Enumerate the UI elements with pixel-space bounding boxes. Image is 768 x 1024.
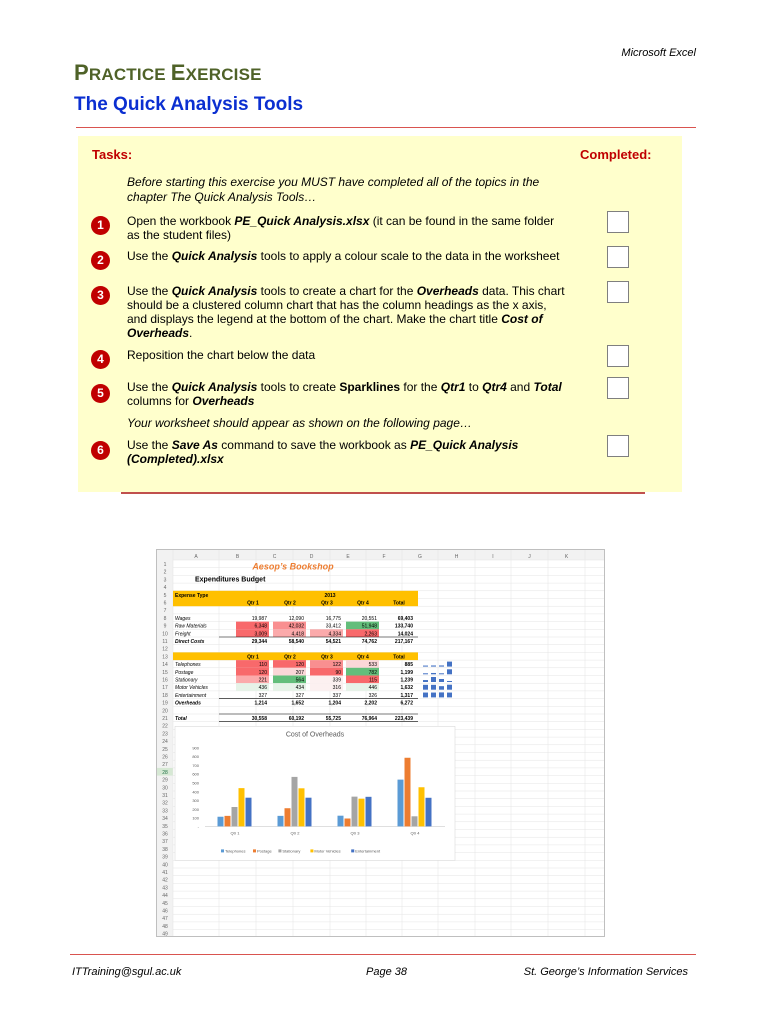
- step-number-3: 3: [91, 286, 110, 305]
- chart-title: Cost of Overheads: [285, 731, 345, 739]
- sparkline-bar: [431, 685, 436, 690]
- chart-bar-entertainment: [306, 798, 312, 827]
- direct-value: 12,090: [288, 615, 304, 622]
- direct-value: 54,521: [325, 639, 341, 645]
- row-number: 28: [162, 769, 168, 776]
- row-number: 43: [162, 885, 168, 892]
- row-number: 41: [162, 870, 168, 876]
- row-number: 11: [162, 639, 168, 645]
- row-number: 3: [163, 577, 167, 584]
- step-number-1: 1: [91, 216, 110, 235]
- chart-bar-entertainment: [426, 798, 432, 827]
- overhead-value: 564: [295, 677, 304, 684]
- overhead-value: 339: [332, 677, 341, 684]
- chart-y-tick: 900: [192, 745, 199, 751]
- chart-y-tick: 800: [192, 754, 199, 760]
- overhead-value: 782: [368, 669, 377, 676]
- row-number: 22: [162, 723, 168, 730]
- chart-legend-label: Telephones: [225, 848, 246, 854]
- chart-bar-motor-vehicles: [419, 787, 425, 826]
- chart-y-tick: 200: [192, 806, 199, 812]
- row-number: 48: [162, 923, 168, 930]
- sparkline-bar: [439, 665, 444, 666]
- chart-bar-telephones: [218, 817, 224, 827]
- header-app-name: Microsoft Excel: [621, 47, 696, 59]
- overhead-value: 1,204: [328, 700, 341, 707]
- overhead-value: 436: [258, 685, 267, 692]
- overhead-value: 1,317: [400, 692, 413, 699]
- sparkline-bar: [439, 692, 444, 697]
- row-number: 4: [163, 585, 167, 592]
- row-number: 17: [162, 685, 168, 692]
- completed-checkbox-1[interactable]: [607, 211, 629, 233]
- chart-area: [175, 726, 455, 860]
- overhead-value: 434: [295, 685, 304, 692]
- step-number-5: 5: [91, 384, 110, 403]
- overhead-value: 6,272: [400, 700, 413, 707]
- chart-legend-swatch: [221, 849, 224, 852]
- title-part-1: RACTICE: [88, 65, 171, 84]
- completed-checkbox-4[interactable]: [607, 345, 629, 367]
- overhead-value: 533: [368, 662, 377, 669]
- overhead-value: 122: [332, 662, 341, 669]
- row-number: 16: [162, 677, 168, 684]
- step-number-2: 2: [91, 251, 110, 270]
- row-number: 39: [162, 854, 168, 861]
- sparkline-bar: [447, 662, 452, 667]
- direct-label-1: Raw Materials: [175, 623, 207, 630]
- row-number: 23: [162, 731, 168, 738]
- direct-value: 16,775: [325, 615, 341, 622]
- oh-header-0: Qtr 1: [247, 654, 259, 661]
- header-0: Qtr 1: [247, 600, 259, 607]
- row-number: 34: [162, 816, 168, 823]
- total-value: 60,192: [288, 716, 304, 722]
- row-number: 37: [162, 839, 168, 846]
- chart-bar-motor-vehicles: [299, 788, 305, 826]
- overhead-value: 1,214: [254, 700, 267, 707]
- oh-header-4: Total: [393, 654, 405, 661]
- chart-bar-entertainment: [246, 798, 252, 827]
- step-text-2: Use the Quick Analysis tools to apply a colour scale to the data in the worksheet: [127, 249, 560, 263]
- completed-checkbox-2[interactable]: [607, 246, 629, 268]
- chart-y-tick: -: [197, 824, 199, 830]
- overhead-value: 337: [332, 692, 341, 699]
- column-header-I: I: [492, 554, 494, 560]
- direct-value: 133,740: [394, 623, 413, 630]
- row-number: 19: [162, 700, 168, 707]
- chart-x-tick: Qtr 4: [410, 830, 420, 836]
- row-number: 6: [163, 600, 167, 607]
- total-value: 76,964: [361, 716, 377, 722]
- sparkline-bar: [431, 665, 436, 666]
- overhead-value: 326: [368, 692, 377, 699]
- row-number: 26: [162, 754, 168, 761]
- chart-legend-swatch: [310, 849, 313, 852]
- step-text-3: Use the Quick Analysis tools to create a chart for the Overheads data. This chart should be a clustered column chart that has the column headings as the x axis, and displays the legend at the bottom of the chart. Make the chart title Cost of Overheads.: [127, 284, 565, 340]
- title-initial-1: P: [74, 60, 89, 85]
- row-number: 18: [162, 692, 168, 699]
- overhead-value: 327: [295, 692, 304, 699]
- row-number: 8: [163, 615, 167, 622]
- sheet-subtitle: Expenditures Budget: [195, 576, 266, 584]
- sparkline-bar: [423, 693, 428, 698]
- overhead-value: 316: [332, 685, 341, 692]
- row-number: 45: [162, 900, 168, 907]
- overhead-value: 327: [258, 692, 267, 699]
- step-text-1: Open the workbook PE_Quick Analysis.xlsx (it can be found in the same folder as the student files): [127, 214, 555, 242]
- direct-value: 29,344: [251, 639, 267, 645]
- header-2: Qtr 3: [321, 600, 333, 607]
- direct-value: 2,263: [364, 631, 377, 638]
- column-header-K: K: [564, 554, 569, 560]
- chart-legend-swatch: [278, 849, 281, 852]
- row-number: 31: [162, 793, 168, 799]
- oh-header-3: Qtr 4: [357, 654, 369, 661]
- column-header-J: J: [528, 554, 531, 560]
- row-number: 1: [163, 562, 167, 568]
- row-number: 12: [162, 646, 168, 653]
- chart-bar-stationary: [412, 816, 418, 826]
- chart-bar-entertainment: [366, 797, 372, 827]
- overhead-label-5: Overheads: [175, 700, 201, 707]
- step-number-6: 6: [91, 441, 110, 460]
- sparkline-bar: [447, 669, 452, 674]
- row-number: 13: [162, 654, 168, 661]
- overhead-value: 120: [295, 662, 304, 669]
- oh-header-2: Qtr 3: [321, 654, 333, 661]
- sparkline-bar: [431, 677, 436, 682]
- total-value: 55,725: [325, 716, 341, 722]
- column-header-D: D: [309, 554, 314, 560]
- direct-value: 14,024: [397, 631, 413, 638]
- row-number: 24: [162, 739, 168, 746]
- row-number: 15: [162, 669, 168, 676]
- direct-value: 20,551: [361, 615, 377, 622]
- sparkline-bar: [447, 693, 452, 698]
- column-header-B: B: [235, 554, 240, 560]
- direct-value: 4,334: [328, 631, 341, 638]
- overhead-value: 885: [404, 662, 413, 669]
- chart-x-tick: Qtr 3: [350, 830, 360, 836]
- sheet-title: Aesop’s Bookshop: [252, 561, 334, 572]
- top-divider: [76, 127, 696, 128]
- sparkline-bar: [447, 681, 452, 682]
- chart-bar-stationary: [292, 777, 298, 827]
- chart-legend-label: Postage: [257, 848, 272, 854]
- row-number: 20: [162, 708, 168, 715]
- sparkline-bar: [423, 680, 428, 682]
- direct-value: 74,762: [361, 639, 377, 645]
- direct-label-0: Wages: [175, 615, 191, 622]
- chart-bar-postage: [345, 819, 351, 827]
- row-number: 30: [162, 785, 168, 792]
- sparkline-bar: [439, 686, 444, 690]
- chart-bar-postage: [405, 758, 411, 827]
- direct-value: 3,009: [254, 631, 267, 638]
- title-initial-2: E: [170, 60, 186, 85]
- direct-value: 42,032: [288, 623, 304, 630]
- year-label: 2013: [324, 592, 336, 599]
- overhead-value: 115: [369, 677, 377, 684]
- row-number: 2: [163, 569, 167, 576]
- chart-legend-swatch: [351, 849, 354, 852]
- row-number: 25: [162, 746, 168, 753]
- oh-header-1: Qtr 2: [284, 654, 296, 661]
- column-header-H: H: [454, 554, 459, 560]
- page-subtitle: The Quick Analysis Tools: [74, 94, 304, 115]
- sparkline-bar: [423, 666, 428, 667]
- sparkline-bar: [439, 673, 444, 674]
- row-number: 27: [162, 762, 168, 769]
- direct-label-3: Direct Costs: [175, 639, 205, 645]
- chart-legend-label: Motor Vehicles: [314, 848, 341, 854]
- chart-y-tick: 300: [192, 798, 199, 804]
- overhead-value: 90: [335, 669, 341, 676]
- step-number-4: 4: [91, 350, 110, 369]
- row-number: 46: [162, 908, 168, 915]
- chart-bar-telephones: [338, 816, 344, 827]
- overhead-value: 2,202: [364, 700, 377, 707]
- worksheet-grid: [157, 550, 604, 936]
- row-number: 47: [162, 916, 168, 923]
- title-part-2: XERCISE: [185, 65, 262, 84]
- completed-checkbox-5[interactable]: [607, 377, 629, 399]
- row-number: 7: [163, 608, 167, 615]
- direct-value: 51,948: [361, 623, 377, 630]
- header-1: Qtr 2: [284, 600, 296, 607]
- column-header-G: G: [418, 554, 422, 560]
- column-header-A: A: [194, 554, 198, 560]
- sparkline-bar: [439, 679, 444, 682]
- row-number: 14: [162, 662, 168, 669]
- sparkline-bar: [431, 673, 436, 674]
- page-title: [74, 60, 262, 86]
- header-3: Qtr 4: [357, 600, 369, 607]
- overhead-value: 120: [258, 669, 267, 676]
- column-header-E: E: [346, 554, 350, 560]
- chart-bar-stationary: [352, 797, 358, 827]
- direct-value: 33,412: [325, 623, 341, 630]
- chart-y-tick: 500: [192, 780, 199, 786]
- overhead-value: 207: [295, 669, 304, 676]
- footer-divider: [70, 954, 696, 955]
- overhead-value: 1,239: [400, 677, 413, 684]
- sparkline-bar: [431, 693, 436, 698]
- sparkline-bar: [447, 685, 452, 690]
- completed-checkbox-3[interactable]: [607, 281, 629, 303]
- overhead-value: 1,199: [400, 669, 413, 676]
- overhead-label-4: Entertainment: [175, 692, 207, 699]
- row-number: 36: [162, 831, 168, 838]
- row-number: 33: [162, 808, 168, 815]
- direct-value: 69,403: [397, 615, 413, 622]
- column-header-bar: [157, 550, 604, 560]
- overhead-value: 1,652: [291, 700, 304, 707]
- footer-page-number: Page 38: [366, 966, 407, 978]
- column-header-F: F: [382, 554, 386, 560]
- chart-y-tick: 700: [192, 762, 199, 768]
- intro-text: Before starting this exercise you MUST have completed all of the topics in the chapter The Quick Analysis Tools…: [127, 175, 540, 204]
- expense-type-label: Expense Type: [175, 592, 209, 599]
- overhead-label-2: Stationary: [175, 677, 198, 684]
- chart-bar-telephones: [278, 816, 284, 827]
- row-number: 44: [162, 893, 168, 900]
- direct-value: 19,987: [251, 615, 267, 622]
- overhead-label-1: Postage: [175, 669, 194, 676]
- footer-email: ITTraining@sgul.ac.uk: [72, 966, 182, 978]
- row-number: 5: [163, 592, 167, 599]
- worksheet-screenshot: [156, 549, 605, 937]
- row-number: 42: [162, 877, 168, 884]
- overhead-value: 1,632: [400, 685, 413, 692]
- chart-bar-motor-vehicles: [359, 799, 365, 827]
- total-value: 223,439: [394, 716, 413, 722]
- row-number: 21: [162, 716, 168, 722]
- chart-x-tick: Qtr 2: [290, 830, 300, 836]
- overhead-value: 221: [258, 677, 267, 684]
- column-header-C: C: [272, 554, 277, 560]
- direct-value: 4,418: [291, 631, 304, 638]
- chart-bar-motor-vehicles: [239, 788, 245, 826]
- step-text-4: Reposition the chart below the data: [127, 348, 316, 362]
- overhead-value: 110: [259, 662, 267, 669]
- row-number: 29: [162, 777, 168, 784]
- row-number: 9: [163, 623, 167, 630]
- chart-y-tick: 400: [192, 789, 199, 795]
- overhead-label-0: Telephones: [175, 662, 201, 669]
- completed-checkbox-6[interactable]: [607, 435, 629, 457]
- sparkline-bar: [423, 673, 428, 674]
- completed-label: Completed:: [580, 147, 652, 162]
- task-panel-divider: [121, 492, 645, 494]
- chart-bar-stationary: [232, 807, 238, 826]
- step-text-5: Use the Quick Analysis tools to create Sparklines for the Qtr1 to Qtr4 and Total columns for Overheads: [127, 380, 562, 408]
- step-text-6: Use the Save As command to save the workbook as PE_Quick Analysis (Completed).xlsx: [127, 438, 519, 466]
- overhead-value: 446: [368, 685, 377, 692]
- chart-y-tick: 100: [192, 815, 199, 821]
- overhead-label-3: Motor Vehicles: [175, 685, 208, 692]
- row-number: 10: [162, 631, 168, 638]
- chart-bar-telephones: [398, 780, 404, 827]
- chart-legend-label: Entertainment: [355, 848, 381, 854]
- chart-y-tick: 600: [192, 771, 199, 777]
- direct-label-2: Freight: [175, 631, 191, 638]
- footer-organisation: St. George’s Information Services: [523, 966, 688, 978]
- worksheet-note: Your worksheet should appear as shown on the following page…: [127, 416, 472, 430]
- tasks-label: Tasks:: [92, 147, 133, 162]
- header-4: Total: [393, 600, 405, 607]
- row-number: 35: [162, 823, 168, 830]
- total-label: Total: [175, 716, 187, 722]
- chart-x-tick: Qtr 1: [230, 830, 240, 836]
- sparkline-bar: [423, 685, 428, 690]
- row-number: 32: [162, 800, 168, 807]
- direct-value: 6,348: [254, 623, 267, 630]
- chart-bar-postage: [225, 816, 231, 827]
- chart-legend-label: Stationary: [282, 848, 301, 854]
- direct-value: 217,167: [394, 639, 413, 645]
- row-number: 40: [162, 862, 168, 869]
- chart-bar-postage: [285, 808, 291, 826]
- total-value: 30,558: [251, 716, 267, 722]
- direct-value: 58,540: [288, 639, 304, 645]
- row-number: 49: [162, 931, 168, 936]
- chart-legend-swatch: [253, 849, 256, 852]
- row-number: 38: [162, 846, 168, 853]
